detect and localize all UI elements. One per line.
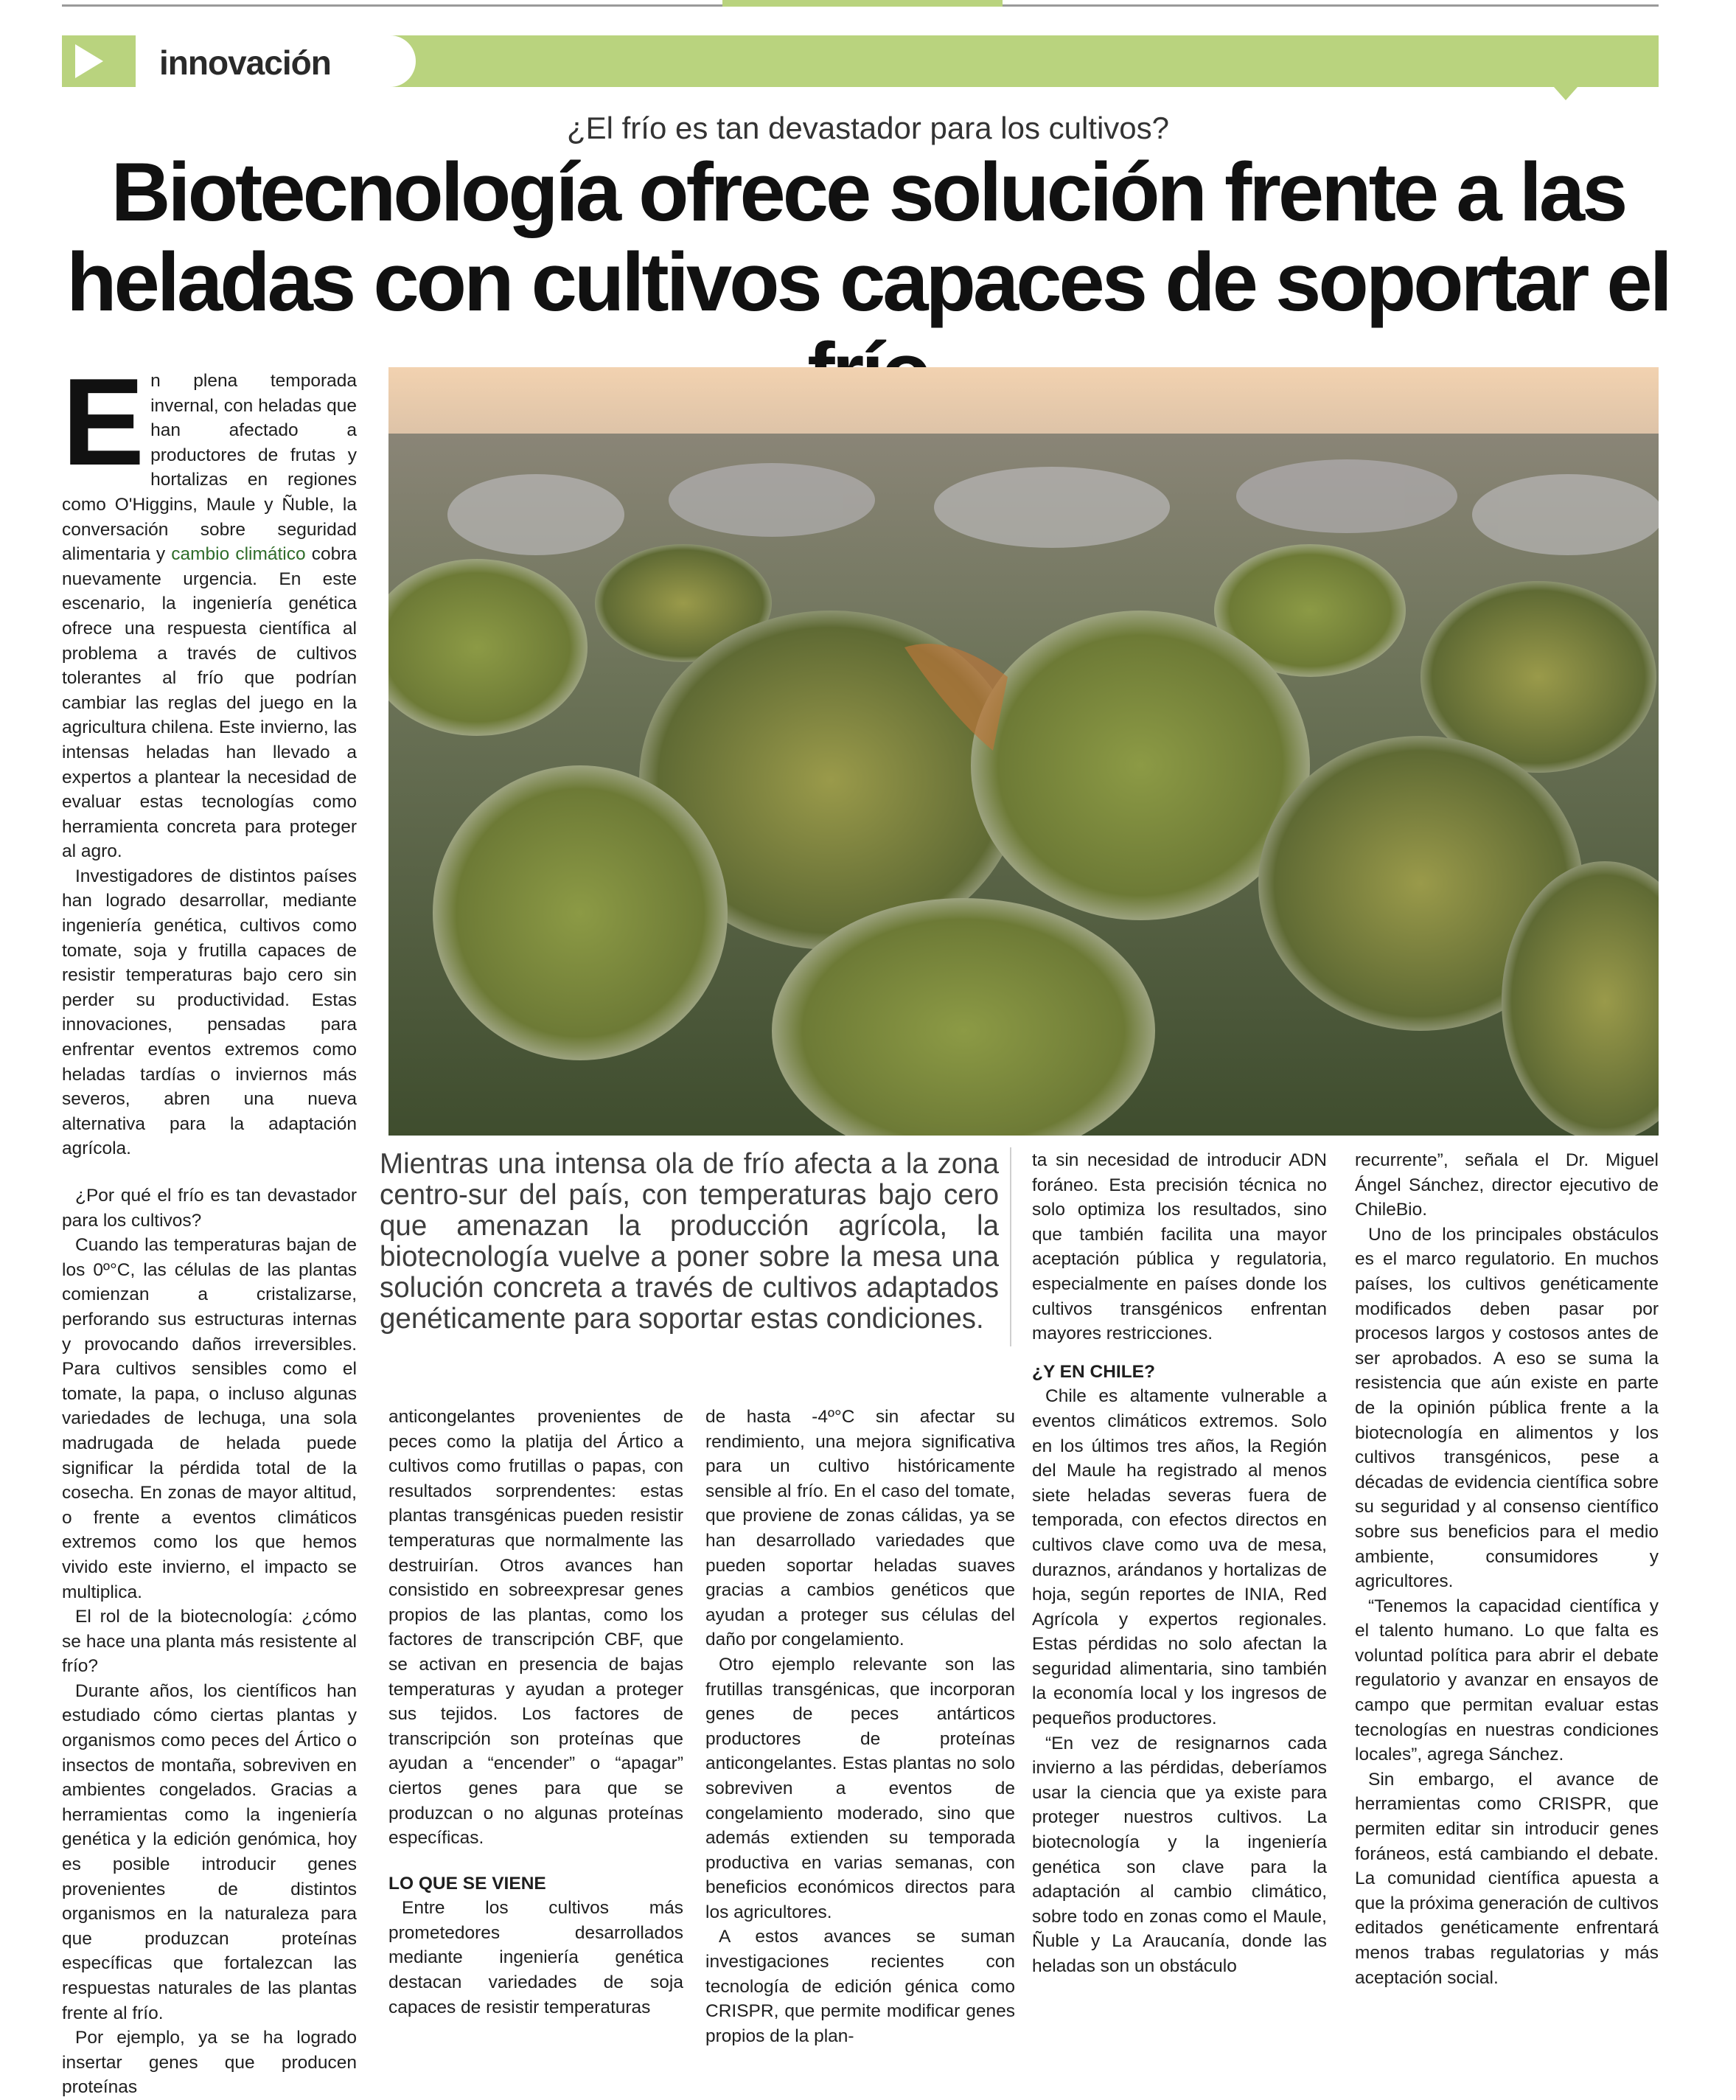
paragraph: A estos avances se suman investigaciones recientes con tecnología de edición génica como CRISPR, que permite modificar genes propios de la plan-: [705, 1927, 1015, 2046]
column-1: [62, 352, 358, 2100]
paragraph: de hasta -4º°C sin afectar su rendimiento, una mejora significativa para un cultivo históricamente sensible al frío. En el caso del tomate, que proviene de zonas cálidas, ya se han desarrollado variedades que pueden soportar heladas suaves gracias a cambios genéticos que ayudan a proteger sus células del daño por congelamiento.: [705, 1407, 1015, 1650]
paragraph: recurrente”, señala el Dr. Miguel Ángel Sánchez, director ejecutivo de ChileBio.: [1355, 1150, 1659, 1220]
subheading-lo-que-se-viene: LO QUE SE VIENE: [388, 1873, 546, 1894]
paragraph: Cuando las temperaturas bajan de los 0º°C, las células de las plantas comienzan a cristalizarse, perforando sus estructuras internas y provocando daños irreversibles. Para cultivos sensibles como el tomate, la papa, o incluso algunas variedades de lechuga, una sola madrugada de helada puede significar la pérdida total de la cosecha. En zonas de mayor altitud, o frente a eventos climáticos extremos como los que hemos vivido este invierno, el impacto se multiplica.: [62, 1235, 357, 1602]
question-heading: ¿Por qué el frío es tan devastador para los cultivos?: [62, 1186, 357, 1231]
column-4: [1032, 1148, 1327, 1979]
play-arrow-icon: [75, 44, 103, 78]
paragraph: Uno de los principales obstáculos es el marco regulatorio. En muchos países, los cultivos genéticamente modificados deben pasar por procesos largos y costosos antes de ser aprobados. A eso se suma la resistencia que aún existe en parte de la opinión pública frente a la biotecnología en alimentos y los cultivos transgénicos, pese a décadas de evidencia científica sobre su seguridad y al consenso científico sobre sus beneficios para el medio ambiente, consumidores y agricultores.: [1355, 1224, 1659, 1592]
paragraph: Sin embargo, el avance de herramientas como CRISPR, que permiten editar sin introducir genes foráneos, está cambiando el debate. La comunidad científica apuesta a que la próxima generación de cultivos editados genéticamente enfrentará menos trabas regulatorias y más aceptación social.: [1355, 1769, 1659, 1988]
drop-cap: E: [62, 352, 145, 491]
column-2: [388, 1405, 683, 2020]
subheading-y-en-chile: ¿Y EN CHILE?: [1032, 1361, 1155, 1382]
paragraph: “En vez de resignarnos cada invierno a las pérdidas, deberíamos usar la ciencia que ya existe para proteger nuestros cultivos. La biotecnología y la ingeniería genética son clave para la adaptación al cambio climático, sobre todo en zonas como el Maule, Ñuble y La Araucanía, donde las heladas son un obstáculo: [1032, 1733, 1327, 1976]
paragraph: “Tenemos la capacidad científica y el talento humano. Lo que falta es voluntad política para abrir el debate regulatorio y avanzar en ensayos de campo que permitan evaluar estas tecnologías en nuestras condiciones locales”, agrega Sánchez.: [1355, 1596, 1659, 1765]
paragraph: ta sin necesidad de introducir ADN foráneo. Esta precisión técnica no solo optimiza los resultados, sino que también facilita una mayor aceptación pública y regulatoria, especialmente en países donde los cultivos transgénicos enfrentan mayores restricciones.: [1032, 1150, 1327, 1344]
paragraph: Otro ejemplo relevante son las frutillas transgénicas, que incorporan genes de peces antárticos productores de proteínas anticongelantes. Estas plantas no solo sobreviven a eventos de congelamiento moderado, sino que además extienden su temporada productiva en varias semanas, con beneficios económicos directos para los agricultores.: [705, 1654, 1015, 1922]
section-label: innovación: [159, 44, 331, 82]
article-kicker: ¿El frío es tan devastador para los cultivos?: [566, 111, 1170, 145]
text-run: cobra nuevamente urgencia. En este escenario, la ingeniería genética ofrece una respuesta científica al problema a través de cultivos tolerantes al frío que podrían cambiar las reglas del juego en la agricultura chilena. Este invierno, las intensas heladas han llevado a expertos a plantear la necesidad de evaluar estas tecnologías como herramienta concreta para proteger al agro.: [62, 544, 358, 862]
deck-divider: [1010, 1147, 1011, 1346]
article-deck: Mientras una intensa ola de frío afecta a la zona centro-sur del país, con temperaturas bajo cero que amenazan la producción agrícola, la biotecnología vuelve a poner sobre la mesa una solución concreta a través de cultivos adaptados genéticamente para soportar estas condiciones.: [380, 1148, 999, 1335]
climate-change-link[interactable]: cambio climático: [171, 544, 306, 565]
top-tab: [722, 0, 1003, 7]
banner-notch: [1554, 87, 1578, 100]
paragraph: Durante años, los científicos han estudiado cómo ciertas plantas y organismos como peces del Ártico o insectos de montaña, sobreviven en ambientes congelados. Gracias a herramientas como la ingeniería genética y la edición genómica, hoy es posible introducir genes provenientes de distintos organismos en la naturaleza para que produzcan proteínas específicas que fortalezcan las respuestas naturales de las plantas frente al frío.: [62, 1680, 357, 2023]
paragraph: Chile es altamente vulnerable a eventos climáticos extremos. Solo en los últimos tres años, la Región del Maule ha registrado al menos siete heladas severas fuera de temporada, con efectos directos en cultivos clave como uva de mesa, duraznos, arándanos y hortalizas de hoja, según reportes de INIA, Red Agrícola y expertos regionales. Estas pérdidas no solo afectan la seguridad alimentaria, sino también la economía local y los ingresos de pequeños productores.: [1032, 1386, 1327, 1729]
section-banner: [62, 35, 1659, 87]
text-run: n plena temporada invernal, con heladas que han afectado a productores de frutas y hortalizas en regiones como O'Higgins, Maule y Ñuble, la conversación sobre seguridad alimentaria y: [62, 371, 357, 565]
photo-illustration: [388, 367, 1659, 1136]
article-headline: Biotecnología ofrece solución frente a las heladas con cultivos capaces de soportar el: [66, 146, 1670, 328]
column-5: [1355, 1148, 1659, 1990]
paragraph: Por ejemplo, ya se ha logrado insertar genes que producen proteínas: [62, 2028, 357, 2098]
column-3: [705, 1405, 1015, 2048]
paragraph: El rol de la biotecnología: ¿cómo se hace una planta más resistente al frío?: [62, 1607, 357, 1677]
paragraph: Investigadores de distintos países han logrado desarrollar, mediante ingeniería genética, cultivos como tomate, soja y frutilla capaces de resistir temperaturas bajo cero sin perder su productividad. Estas innovaciones, pensadas para enfrentar eventos extremos como heladas tardías o inviernos más severos, abren una nueva alternativa para la adaptación agrícola.: [62, 866, 357, 1159]
paragraph: anticongelantes provenientes de peces como la platija del Ártico a cultivos como frutillas o papas, con resultados sorprendentes: estas plantas transgénicas pueden resistir temperaturas que normalmente las destruirían. Otros avances han consistido en sobreexpresar genes propios de las plantas, como los factores de transcripción CBF, que se activan en presencia de bajas temperaturas y ayudan a proteger sus tejidos. Los factores de transcripción son proteínas que ayudan a “encender” o “apagar” ciertos genes para que se produzcan o no algunas proteínas específicas.: [388, 1407, 683, 1849]
frost-leaves-photo: [388, 367, 1659, 1136]
paragraph: Entre los cultivos más prometedores desarrollados mediante ingeniería genética destacan variedades de soja capaces de resistir temperaturas: [388, 1898, 683, 2017]
